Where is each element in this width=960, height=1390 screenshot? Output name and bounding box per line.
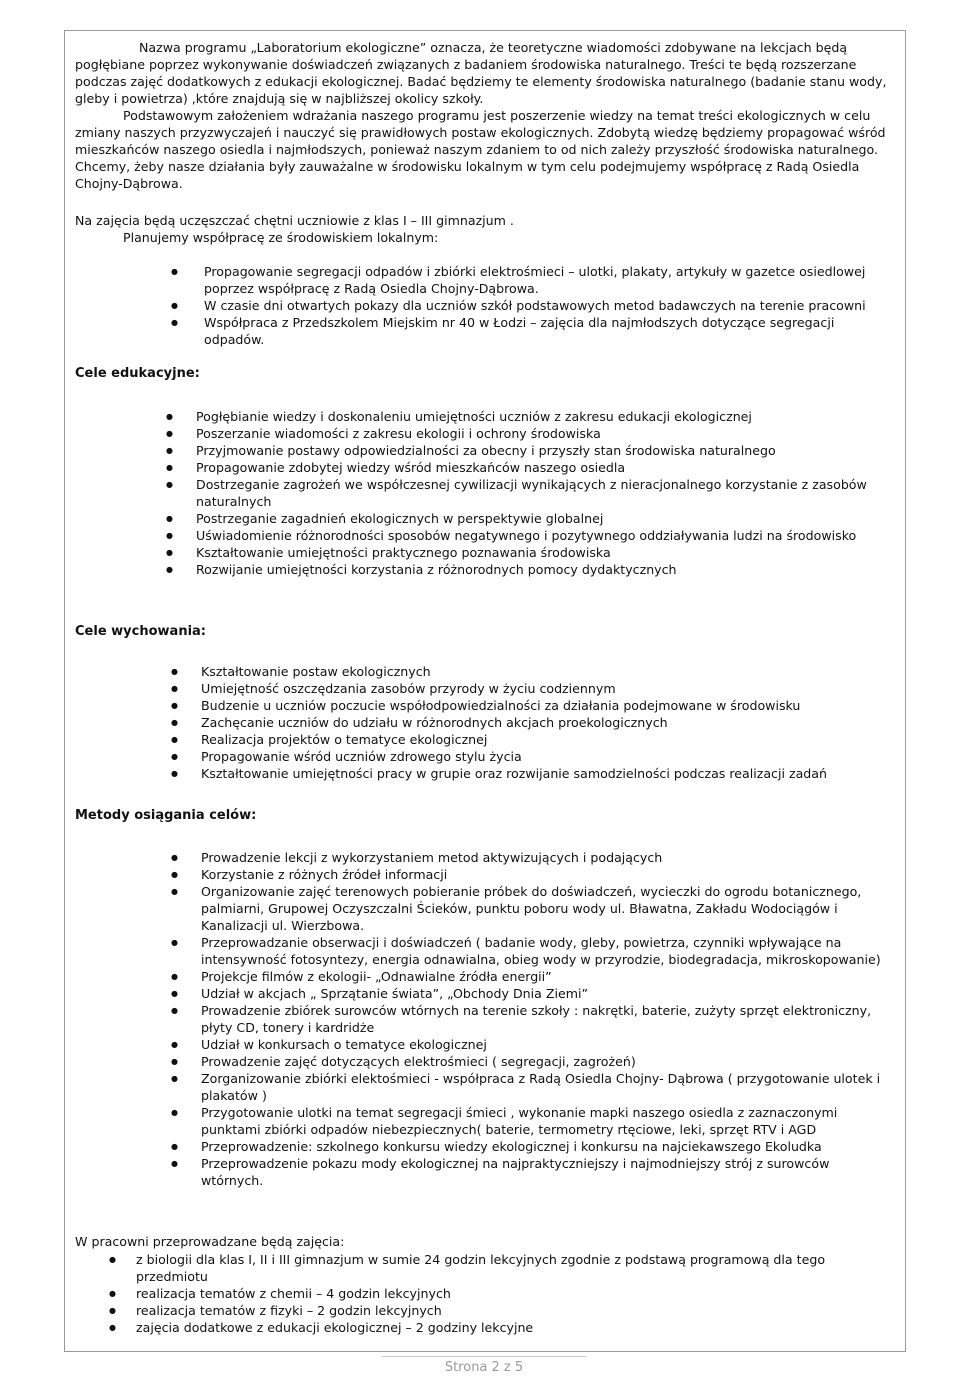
list-item: ● Kształtowanie umiejętności praktycznego poznawania środowiska: [196, 544, 896, 561]
list-item: ● Kształtowanie postaw ekologicznych: [201, 663, 891, 680]
list-item: ● Prowadzenie lekcji z wykorzystaniem metod aktywizujących i podających: [201, 849, 891, 866]
methods-list: [201, 849, 891, 1189]
list-item: ● Organizowanie zajęć terenowych pobieranie próbek do doświadczeń, wycieczki do ogrodu botanicznego, palmiarni, Grupowej Oczyszczalni Ścieków, punktu poboru wody ul. Bławatna, Zakładu Wodociągów i Kanalizacji ul. Wierzbowa.: [201, 883, 891, 934]
list-item: ● realizacja tematów z fizyki – 2 godzin lekcyjnych: [136, 1302, 896, 1319]
participants-text: Na zajęcia będą uczęszczać chętni uczniowie z klas I – III gimnazjum .: [75, 213, 514, 228]
footer-divider: [382, 1356, 586, 1357]
list-item: ● Projekcje filmów z ekologii- „Odnawialne źródła energii”: [201, 968, 891, 985]
upbringing-goals-list: [201, 663, 891, 782]
list-item: ● Postrzeganie zagadnień ekologicznych w perspektywie globalnej: [196, 510, 896, 527]
list-item: ● Umiejętność oszczędzania zasobów przyrody w życiu codziennym: [201, 680, 891, 697]
list-item: ● Przyjmowanie postawy odpowiedzialności za obecny i przyszły stan środowiska naturalnego: [196, 442, 896, 459]
page-number: Strona 2 z 5: [444, 1360, 524, 1375]
list-item: ● Kształtowanie umiejętności pracy w grupie oraz rozwijanie samodzielności podczas realizacji zadań: [201, 765, 891, 782]
list-item: ● Przeprowadzanie obserwacji i doświadczeń ( badanie wody, gleby, powietrza, czynniki wpływające na intensywność fotosyntezy, energia odnawialna, obieg wody w przyrodzie, biodegradacja, mikroskopowanie): [201, 934, 891, 968]
cooperation-intro: Planujemy współpracę ze środowiskiem lokalnym:: [123, 230, 439, 245]
list-item: ● Rozwijanie umiejętności korzystania z różnorodnych pomocy dydaktycznych: [196, 561, 896, 578]
list-item: ● Realizacja projektów o tematyce ekologicznej: [201, 731, 891, 748]
list-item: ● Zorganizowanie zbiórki elektośmieci - współpraca z Radą Osiedla Chojny- Dąbrowa ( przygotowanie ulotek i plakatów ): [201, 1070, 891, 1104]
list-item: ● Korzystanie z różnych źródeł informacji: [201, 866, 891, 883]
list-item: ● Prowadzenie zajęć dotyczących elektrośmieci ( segregacji, zagrożeń): [201, 1053, 891, 1070]
list-item: ● W czasie dni otwartych pokazy dla uczniów szkół podstawowych metod badawczych na terenie pracowni: [204, 297, 894, 314]
list-item: ● Propagowanie zdobytej wiedzy wśród mieszkańców naszego osiedla: [196, 459, 896, 476]
list-item: ● zajęcia dodatkowe z edukacji ekologicznej – 2 godziny lekcyjne: [136, 1319, 896, 1336]
cooperation-list: [204, 263, 894, 348]
methods-heading: Metody osiągania celów:: [75, 808, 257, 823]
list-item: ● Poszerzanie wiadomości z zakresu ekologii i ochrony środowiska: [196, 425, 896, 442]
list-item: ● Zachęcanie uczniów do udziału w różnorodnych akcjach proekologicznych: [201, 714, 891, 731]
lab-intro: W pracowni przeprowadzane będą zajęcia:: [75, 1234, 345, 1249]
educational-goals-list: [196, 408, 896, 578]
list-item: ● Udział w akcjach „ Sprzątanie świata”, „Obchody Dnia Ziemi”: [201, 985, 891, 1002]
list-item: ● realizacja tematów z chemii – 4 godzin lekcyjnych: [136, 1285, 896, 1302]
list-item: ● Udział w konkursach o tematyce ekologicznej: [201, 1036, 891, 1053]
list-item: ● Budzenie u uczniów poczucie współodpowiedzialności za działania podejmowane w środowisku: [201, 697, 891, 714]
list-item: ● Uświadomienie różnorodności sposobów negatywnego i pozytywnego oddziaływania ludzi na środowisko: [196, 527, 896, 544]
list-item: ● Współpraca z Przedszkolem Miejskim nr 40 w Łodzi – zajęcia dla najmłodszych dotyczące segregacji odpadów.: [204, 314, 894, 348]
list-item: ● z biologii dla klas I, II i III gimnazjum w sumie 24 godzin lekcyjnych zgodnie z podstawą programową dla tego przedmiotu: [136, 1251, 896, 1285]
list-item: ● Propagowanie segregacji odpadów i zbiórki elektrośmieci – ulotki, plakaty, artykuły w gazetce osiedlowej poprzez współpracę z Radą Osiedla Chojny-Dąbrowa.: [204, 263, 894, 297]
list-item: ● Przygotowanie ulotki na temat segregacji śmieci , wykonanie mapki naszego osiedla z zaznaczonymi punktami zbiórki odpadów niebezpiecznych( baterie, termometry rtęciowe, leki, sprzęt RTV i AGD: [201, 1104, 891, 1138]
lab-activities-list: [136, 1251, 896, 1336]
list-item: ● Pogłębianie wiedzy i doskonaleniu umiejętności uczniów z zakresu edukacji ekologicznej: [196, 408, 896, 425]
intro-paragraph-2: Podstawowym założeniem wdrażania naszego programu jest poszerzenie wiedzy na temat treści ekologicznych w celu zmiany naszych przyzwyczajeń i nauczyć się prawidłowych postaw ekologicznych. Zdobytą wiedzę będziemy propagować wśród mieszkańców naszego osiedla i najmłodszych, ponieważ naszym zdaniem to od nich zależy przyszłość środowiska naturalnego. Chcemy, żeby nasze działania były zauważalne w środowisku lokalnym w tym celu podejmujemy współpracę z Radą Osiedla Chojny-Dąbrowa.: [75, 108, 886, 191]
intro-paragraph-1: Nazwa programu „Laboratorium ekologiczne” oznacza, że teoretyczne wiadomości zdobywane na lekcjach będą pogłębiane poprzez wykonywanie doświadczeń związanych z badaniem środowiska naturalnego. Treści te będą rozszerzane podczas zajęć dodatkowych z edukacji ekologicznej. Badać będziemy te elementy środowiska naturalnego (badanie stanu wody, gleby i powietrza) ,które znajdują się w najbliższej okolicy szkoły.: [75, 40, 887, 106]
list-item: ● Propagowanie wśród uczniów zdrowego stylu życia: [201, 748, 891, 765]
list-item: ● Prowadzenie zbiórek surowców wtórnych na terenie szkoły : nakrętki, baterie, zużyty sprzęt elektroniczny, płyty CD, tonery i kardridże: [201, 1002, 891, 1036]
educational-goals-heading: Cele edukacyjne:: [75, 366, 200, 381]
upbringing-goals-heading: Cele wychowania:: [75, 624, 206, 639]
list-item: ● Przeprowadzenie: szkolnego konkursu wiedzy ekologicznej i konkursu na najciekawszego Ekoludka: [201, 1138, 891, 1155]
list-item: ● Przeprowadzenie pokazu mody ekologicznej na najpraktyczniejszy i najmodniejszy strój z surowców wtórnych.: [201, 1155, 891, 1189]
list-item: ● Dostrzeganie zagrożeń we współczesnej cywilizacji wynikających z nieracjonalnego korzystanie z zasobów naturalnych: [196, 476, 896, 510]
